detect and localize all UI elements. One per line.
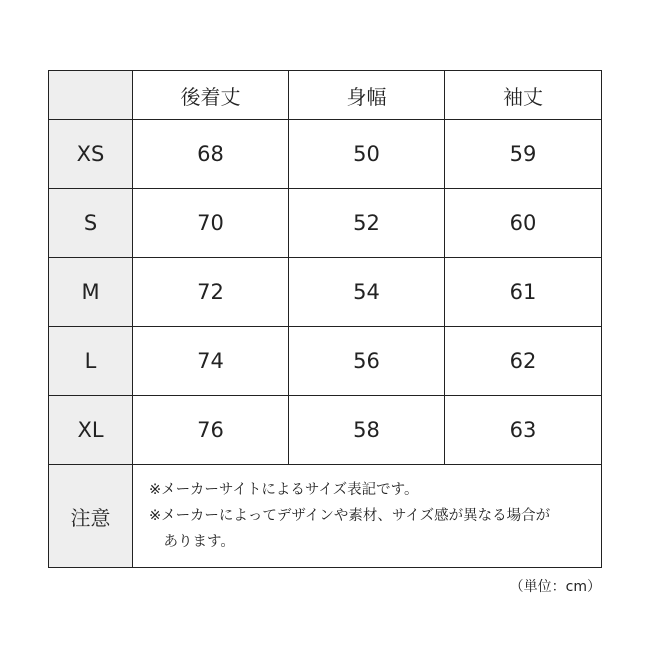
sleeve-value: 59 (445, 120, 602, 189)
size-table (48, 70, 602, 568)
header-length: 後着丈 (133, 71, 289, 120)
note-text (133, 465, 602, 568)
header-corner-cell (49, 71, 133, 120)
size-label: XL (49, 396, 133, 465)
unit-label: （単位：cm） (509, 579, 601, 595)
width-value: 52 (289, 189, 445, 258)
width-value: 56 (289, 327, 445, 396)
note-line: ※メーカーによってデザインや素材、サイズ感が異なる場合が (149, 508, 551, 524)
note-row (49, 465, 602, 568)
length-value: 72 (133, 258, 289, 327)
note-line: あります。 (163, 534, 235, 550)
sleeve-value: 63 (445, 396, 602, 465)
sleeve-value: 61 (445, 258, 602, 327)
size-label: S (49, 189, 133, 258)
header-sleeve: 袖丈 (445, 71, 602, 120)
size-label: L (49, 327, 133, 396)
length-value: 74 (133, 327, 289, 396)
width-value: 58 (289, 396, 445, 465)
sleeve-value: 62 (445, 327, 602, 396)
table-row (49, 396, 602, 465)
size-label: XS (49, 120, 133, 189)
table-row (49, 120, 602, 189)
table-row (49, 189, 602, 258)
table-row (49, 258, 602, 327)
sleeve-value: 60 (445, 189, 602, 258)
size-label: M (49, 258, 133, 327)
table-row (49, 327, 602, 396)
header-row (49, 71, 602, 120)
width-value: 50 (289, 120, 445, 189)
header-width: 身幅 (289, 71, 445, 120)
length-value: 76 (133, 396, 289, 465)
note-label: 注意 (49, 465, 133, 568)
width-value: 54 (289, 258, 445, 327)
note-line: ※メーカーサイトによるサイズ表記です。 (149, 482, 419, 498)
length-value: 68 (133, 120, 289, 189)
length-value: 70 (133, 189, 289, 258)
